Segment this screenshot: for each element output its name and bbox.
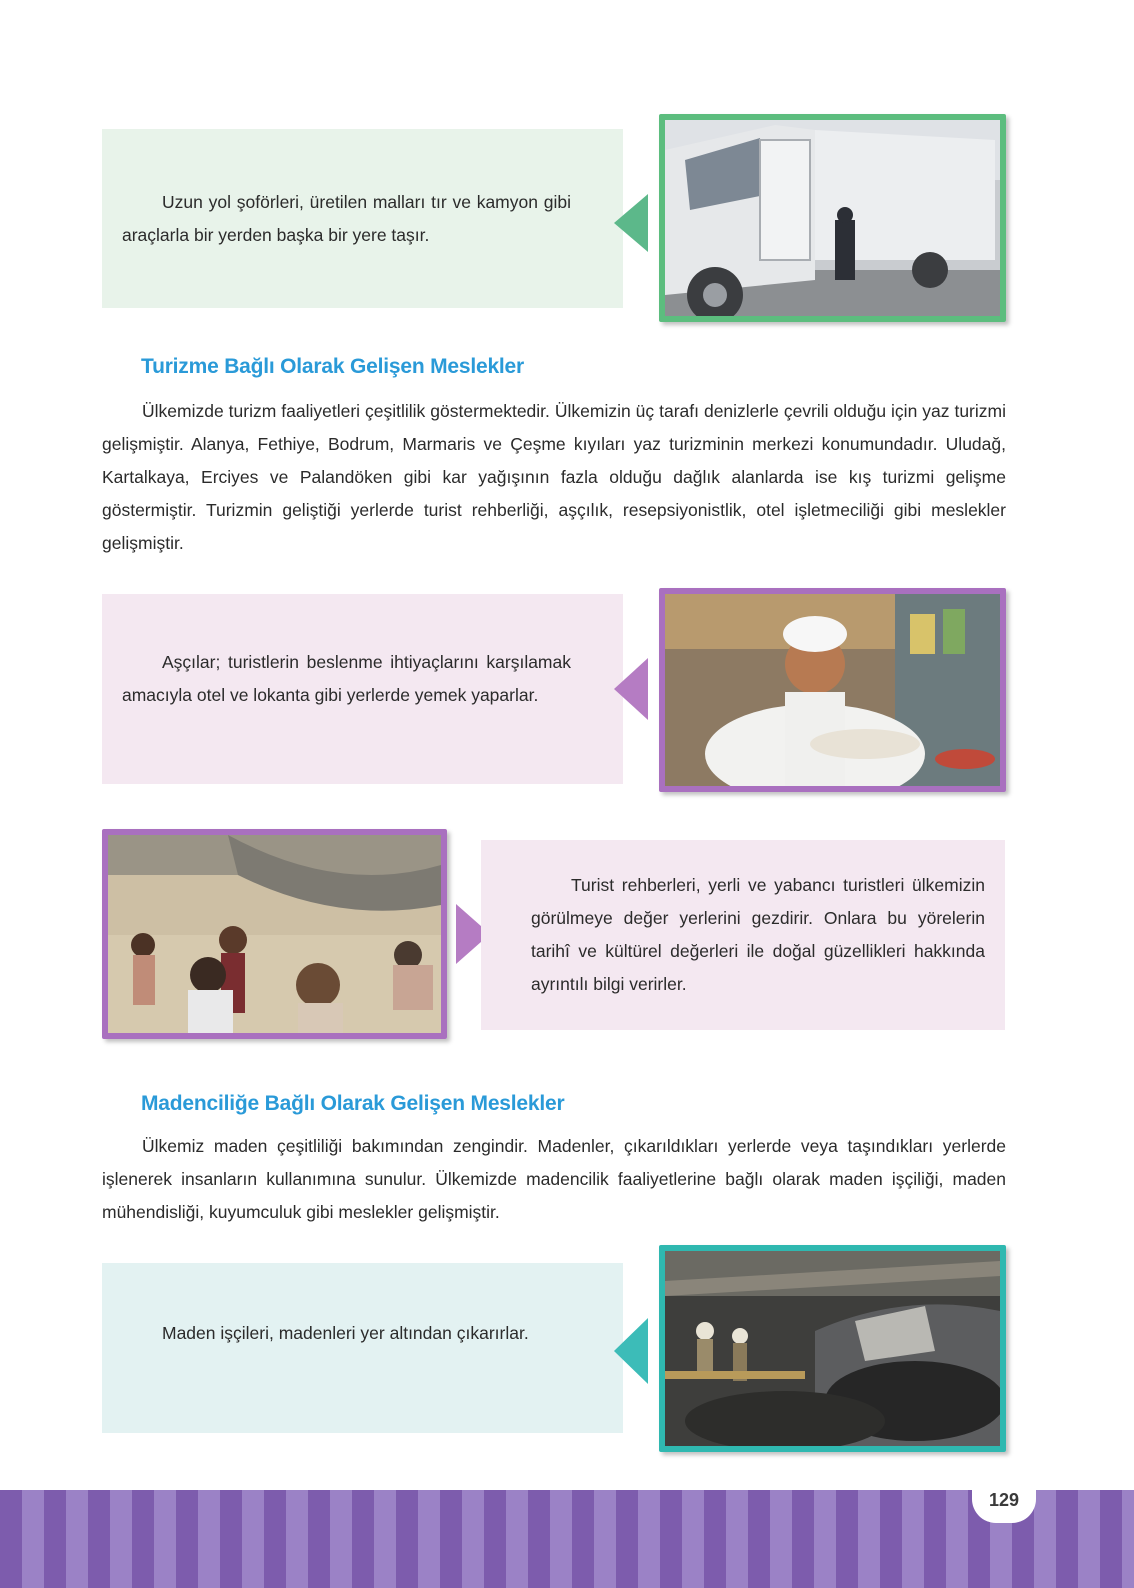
truck-driver-caption: Uzun yol şoförleri, üretilen malları tır ve kamyon gibi araçlarla bir yerden başka bir yere taşır. <box>122 191 571 245</box>
page-number: 129 <box>972 1477 1036 1523</box>
mining-paragraph: Ülkemiz maden çeşitliliği bakımından zengindir. Madenler, çıkarıldıkları yerlerde veya taşındıkları yerlerde işlenerek insanların kullanımına sunulur. Ülkemizde madencilik faaliyetlerine bağlı olarak maden işçiliği, maden mühendisliği, kuyumculuk gibi meslekler gelişmiştir. <box>102 1136 1006 1222</box>
miner-caption: Maden işçileri, madenleri yer altından çıkarırlar. <box>162 1322 529 1343</box>
cook-photo <box>659 588 1006 792</box>
tour-guide-caption-box <box>481 840 1005 1030</box>
pointer-arrow <box>614 194 648 252</box>
pointer-arrow <box>614 658 648 720</box>
tour-guide-caption: Turist rehberleri, yerli ve yabancı turistleri ülkemizin görülmeye değer yerlerini gezdirir. Onlara bu yörelerin tarihî ve kültürel değerleri ile doğal güzellikleri hakkında ayrıntılı bilgi verirler. <box>531 875 985 994</box>
tourism-section-heading: Turizme Bağlı Olarak Gelişen Meslekler <box>141 355 525 378</box>
cook-caption-box <box>102 594 623 784</box>
tour-guide-photo <box>102 829 447 1039</box>
truck-photo <box>659 114 1006 322</box>
tourism-paragraph: Ülkemizde turizm faaliyetleri çeşitlilik göstermektedir. Ülkemizin üç tarafı denizlerle çevrili olduğu için yaz turizmi gelişmiştir. Alanya, Fethiye, Bodrum, Marmaris ve Çeşme kıyıları yaz turizminin merkezi konumundadır. Uludağ, Kartalkaya, Erciyes ve Palandöken gibi kar yağışının fazla olduğu dağlık alanlarda ise kış turizmi gelişme göstermiştir. Turizmin geliştiği yerlerde turist rehberliği, aşçılık, resepsiyonistlik, otel işletmeciliği gibi meslekler gelişmiştir. <box>102 401 1006 553</box>
footer-stripes <box>0 1490 1134 1588</box>
pointer-arrow <box>614 1318 648 1384</box>
cook-caption: Aşçılar; turistlerin beslenme ihtiyaçlarını karşılamak amacıyla otel ve lokanta gibi yerlerde yemek yaparlar. <box>122 652 571 705</box>
mining-section-heading: Madenciliğe Bağlı Olarak Gelişen Meslekler <box>141 1092 565 1115</box>
truck-driver-caption-box <box>102 129 623 308</box>
miner-photo <box>659 1245 1006 1452</box>
miner-caption-box <box>102 1263 623 1433</box>
